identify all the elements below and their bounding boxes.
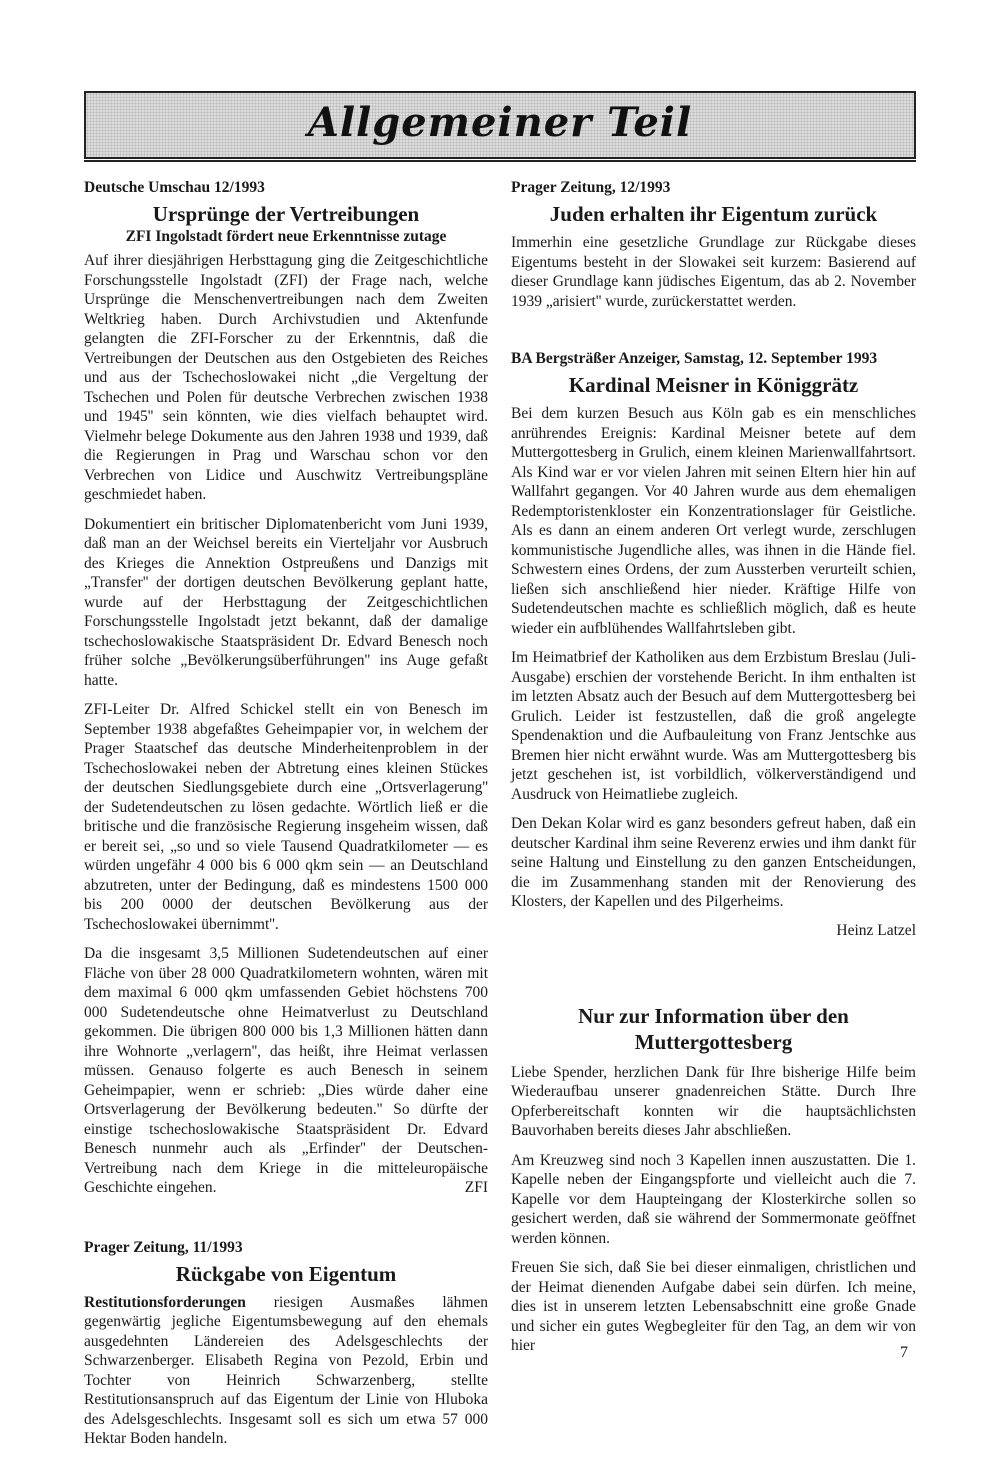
article-source: Prager Zeitung, 11/1993 <box>84 1238 243 1256</box>
article-headline: Rückgabe von Eigentum <box>175 1261 397 1286</box>
article-paragraph: Dokumentiert ein britischer Diplomatenbericht vom Juni 1939, daß man an der Weichsel bereits ein Vierteljahr vor Ausbruch des Krieges die Annektion Ostpreußens und Danzigs mit „Transfer'' der dortigen deutschen Bevölkerung geplant hatte, wurde auf der Herbsttagung der Zeitgeschichtlichen Forschungsstelle Ingolstadt jetzt bekannt, daß der damalige tschechoslowakische Staatspräsident Dr. Edvard Benesch noch früher solche „Bevölkerungsüberführungen'' ins Auge gefaßt hatte. <box>84 515 488 689</box>
article-paragraph: Freuen Sie sich, daß Sie bei dieser einmaligen, christlichen und der Heimat dienenden Aufgabe dabei sein dürfen. Ich meine, dies ist in unserem letzten Lebensabschnitt eine große Gnade und sicher ein gutes Wegbegleiter für den Tag, an dem wir von hier <box>511 1259 916 1354</box>
article-source: Prager Zeitung, 12/1993 <box>511 179 671 196</box>
article-ursprunge <box>84 178 488 1198</box>
right-column <box>511 178 916 1366</box>
article-paragraph: Liebe Spender, herzlichen Dank für Ihre bisherige Hilfe beim Wiederaufbau unserer gnadenreichen Stätte. Durch Ihre Opferbereitschaft konnten wir die hauptsächlichsten Bauvorhaben bereits dieses Jahr abschließen. <box>511 1063 916 1139</box>
article-paragraph: Immerhin eine gesetzliche Grundlage zur Rückgabe dieses Eigentums besteht in der Slowakei seit kurzem: Basierend auf dieser Grundlage kann jüdisches Eigentum, das ab 2. November 1939 „arisiert'' wurde, zurückerstattet werden. <box>511 234 916 310</box>
article-paragraph-text: riesigen Ausmaßes lähmen gegenwärtig jegliche Eigentumsbewegung auf den ehemals ausgedehnten Ländereien des Adelsgeschlechts der Schwarzenberger. Elisabeth Regina von Pezold, Erbin und Tochter von Heinrich Schwarzenberg, stellte Restitutionsanspruch auf das Eigentum der Linie von Hluboka des Adelsgeschlechts. Insgesamt soll es sich um etwa 57 000 Hektar Boden handeln. <box>84 1293 488 1447</box>
section-header <box>84 91 916 159</box>
article-rueckgabe <box>84 1238 488 1449</box>
article-paragraph: Am Kreuzweg sind noch 3 Kapellen innen auszustatten. Die 1. Kapelle neben der Eingangspforte und vielleicht auch die 7. Kapelle vor dem Haupteingang der Klosterkirche sollen so gesichert werden, daß sie während der Sommermonate geöffnet werden können. <box>511 1151 916 1247</box>
article-juden <box>511 178 916 311</box>
article-source: BA Bergsträßer Anzeiger, Samstag, 12. September 1993 <box>511 350 878 367</box>
article-paragraph: Auf ihrer diesjährigen Herbsttagung ging die Zeitgeschichtliche Forschungsstelle Ingolstadt (ZFI) der Frage nach, welche Ursprünge die Menschenvertreibungen nach dem Zweiten Weltkrieg haben. Durch Archivstudien und Aktenfunde gelangten die ZFI-Forscher zu der Erkenntnis, daß die Vertreibungen der Deutschen aus den Ostgebieten des Reiches und aus der Tschechoslowakei nicht „die Vergeltung der Tschechen und Polen für deutsche Verbrechen zwischen 1938 und 1945'' sein könnten, wie dies vielfach behauptet wird. Vielmehr belege Dokumente aus den Jahren 1938 und 1939, daß die Regierungen in Prag und Warschau schon vor den Verbrechen von Lidice und Auschwitz Vertreibungspläne geschmiedet haben. <box>84 252 488 503</box>
page-number: 7 <box>900 1344 908 1361</box>
article-paragraph: Den Dekan Kolar wird es ganz besonders gefreut haben, daß ein deutscher Kardinal ihm seine Reverenz erwies und ihm dankt für seine Haltung und Einstellung zu den ganzen Entscheidungen, die im Zusammenhang standen mit der Renovierung des Klosters, der Kapellen und des Pilgerheims. <box>511 815 916 910</box>
article-headline: Nur zur Information über den Muttergottesberg <box>578 1003 849 1054</box>
article-paragraph: ZFI-Leiter Dr. Alfred Schickel stellt ein von Benesch im September 1938 abgefaßtes Geheimpapier vor, in welchem der Prager Staatschef das deutsche Minderheitenproblem in der Tschechoslowakei neben der Abtretung eines kleinen Stückes der deutschen Siedlungsgebiete durch eine „Ortsverlagerung'' der Sudetendeutschen zu lösen gedachte. Wörtlich ließ er die britische und die französische Regierung insgeheim wissen, daß er bereit sei, „so und so viele Tausend Quadratkilometer — es würden ungefähr 4 000 bis 6 000 qkm sein — an Deutschland abzutreten, unter der Bedingung, daß es mindestens 1500 000 bis 200 0000 der deutschen Bevölkerung aus der Tschechoslowakei übernimmt''. <box>84 701 488 933</box>
article-signature: ZFI <box>464 1179 488 1196</box>
article-paragraph: Im Heimatbrief der Katholiken aus dem Erzbistum Breslau (Juli-Ausgabe) erschien der vorstehende Bericht. In ihm enthalten ist im letzten Absatz auch der Besuch auf dem Muttergottesberg bei Grulich. Leider ist festzustellen, daß die groß angelegte Spendenaktion und die Aufbauleitung von Franz Jentschke aus Bremen hier nicht erwähnt wurde. Was am Muttergottesberg bis jetzt geschehen ist, ist vorbildlich, völkerverständigend und Ausdruck von Heimatliebe zugleich. <box>511 649 916 803</box>
article-headline: Kardinal Meisner in Königgrätz <box>568 373 859 397</box>
article-paragraph <box>84 944 488 1198</box>
article-lead: Restitutionsforderungen <box>84 1293 246 1311</box>
article-paragraph: Bei dem kurzen Besuch aus Köln gab es ein menschliches anrührendes Ereignis: Kardinal Meisner betete auf dem Muttergottesberg in Grulich, einem kleinen Marienwallfahrtsort. Als Kind war er vor vielen Jahren mit seinen Eltern hier hin auf Wallfahrt gegangen. Vor 40 Jahren wurde aus dem ehemaligen Redemptoristenkloster ein Konzentrationslager für Geistliche. Als es dann an einem anderen Ort verlegt wurde, zerschlugen kommunistische Jugendliche alles, was ihnen in die Hände fiel. Schwestern eines Ordens, der zum Aussterben verurteilt schien, ließen sich anschließend hier nieder. Kräftige Hilfe von Sudetendeutschen machte es schließlich möglich, daß es heute wieder ein aufblühendes Wallfahrtsleben gibt. <box>511 405 916 637</box>
article-subhead: ZFI Ingolstadt fördert neue Erkenntnisse zutage <box>125 228 447 245</box>
article-signature: Heinz Latzel <box>836 921 916 939</box>
header-rule <box>84 160 916 162</box>
article-muttergottesberg <box>511 1003 916 1356</box>
article-headline: Ursprünge der Vertreibungen <box>152 202 420 226</box>
article-source: Deutsche Umschau 12/1993 <box>84 179 265 196</box>
left-column <box>84 178 488 1459</box>
article-paragraph-text: Da die insgesamt 3,5 Millionen Sudetendeutschen auf einer Fläche von über 28 000 Quadratkilometern wohnten, wären mit dem maximal 6 000 qkm umfassenden Gebiet höchstens 700 000 Sudetendeutsche ohne Heimatverlust zu Deutschland gekommen. Die übrigen 800 000 bis 1,3 Millionen hätten dann ihre Wohnorte „verlagern'', das heißt, ihre Heimat verlassen müssen. Genauso folgerte es auch Benesch in seinem Geheimpapier, wenn er schrieb: „Dies würde daher eine Ortsverlagerung der Bevölkerung bedeuten.'' So dürfte der einstige tschechoslowakische Staatspräsident Dr. Edvard Benesch nunmehr auch als „Erfinder'' der Deutschen-Vertreibung nach dem Kriege in die mitteleuropäische Geschichte eingehen. <box>84 945 488 1196</box>
article-headline: Juden erhalten ihr Eigentum zurück <box>549 202 878 226</box>
article-paragraph <box>84 1293 488 1449</box>
article-kardinal <box>511 349 916 940</box>
section-title: Allgemeiner Teil <box>307 99 693 146</box>
